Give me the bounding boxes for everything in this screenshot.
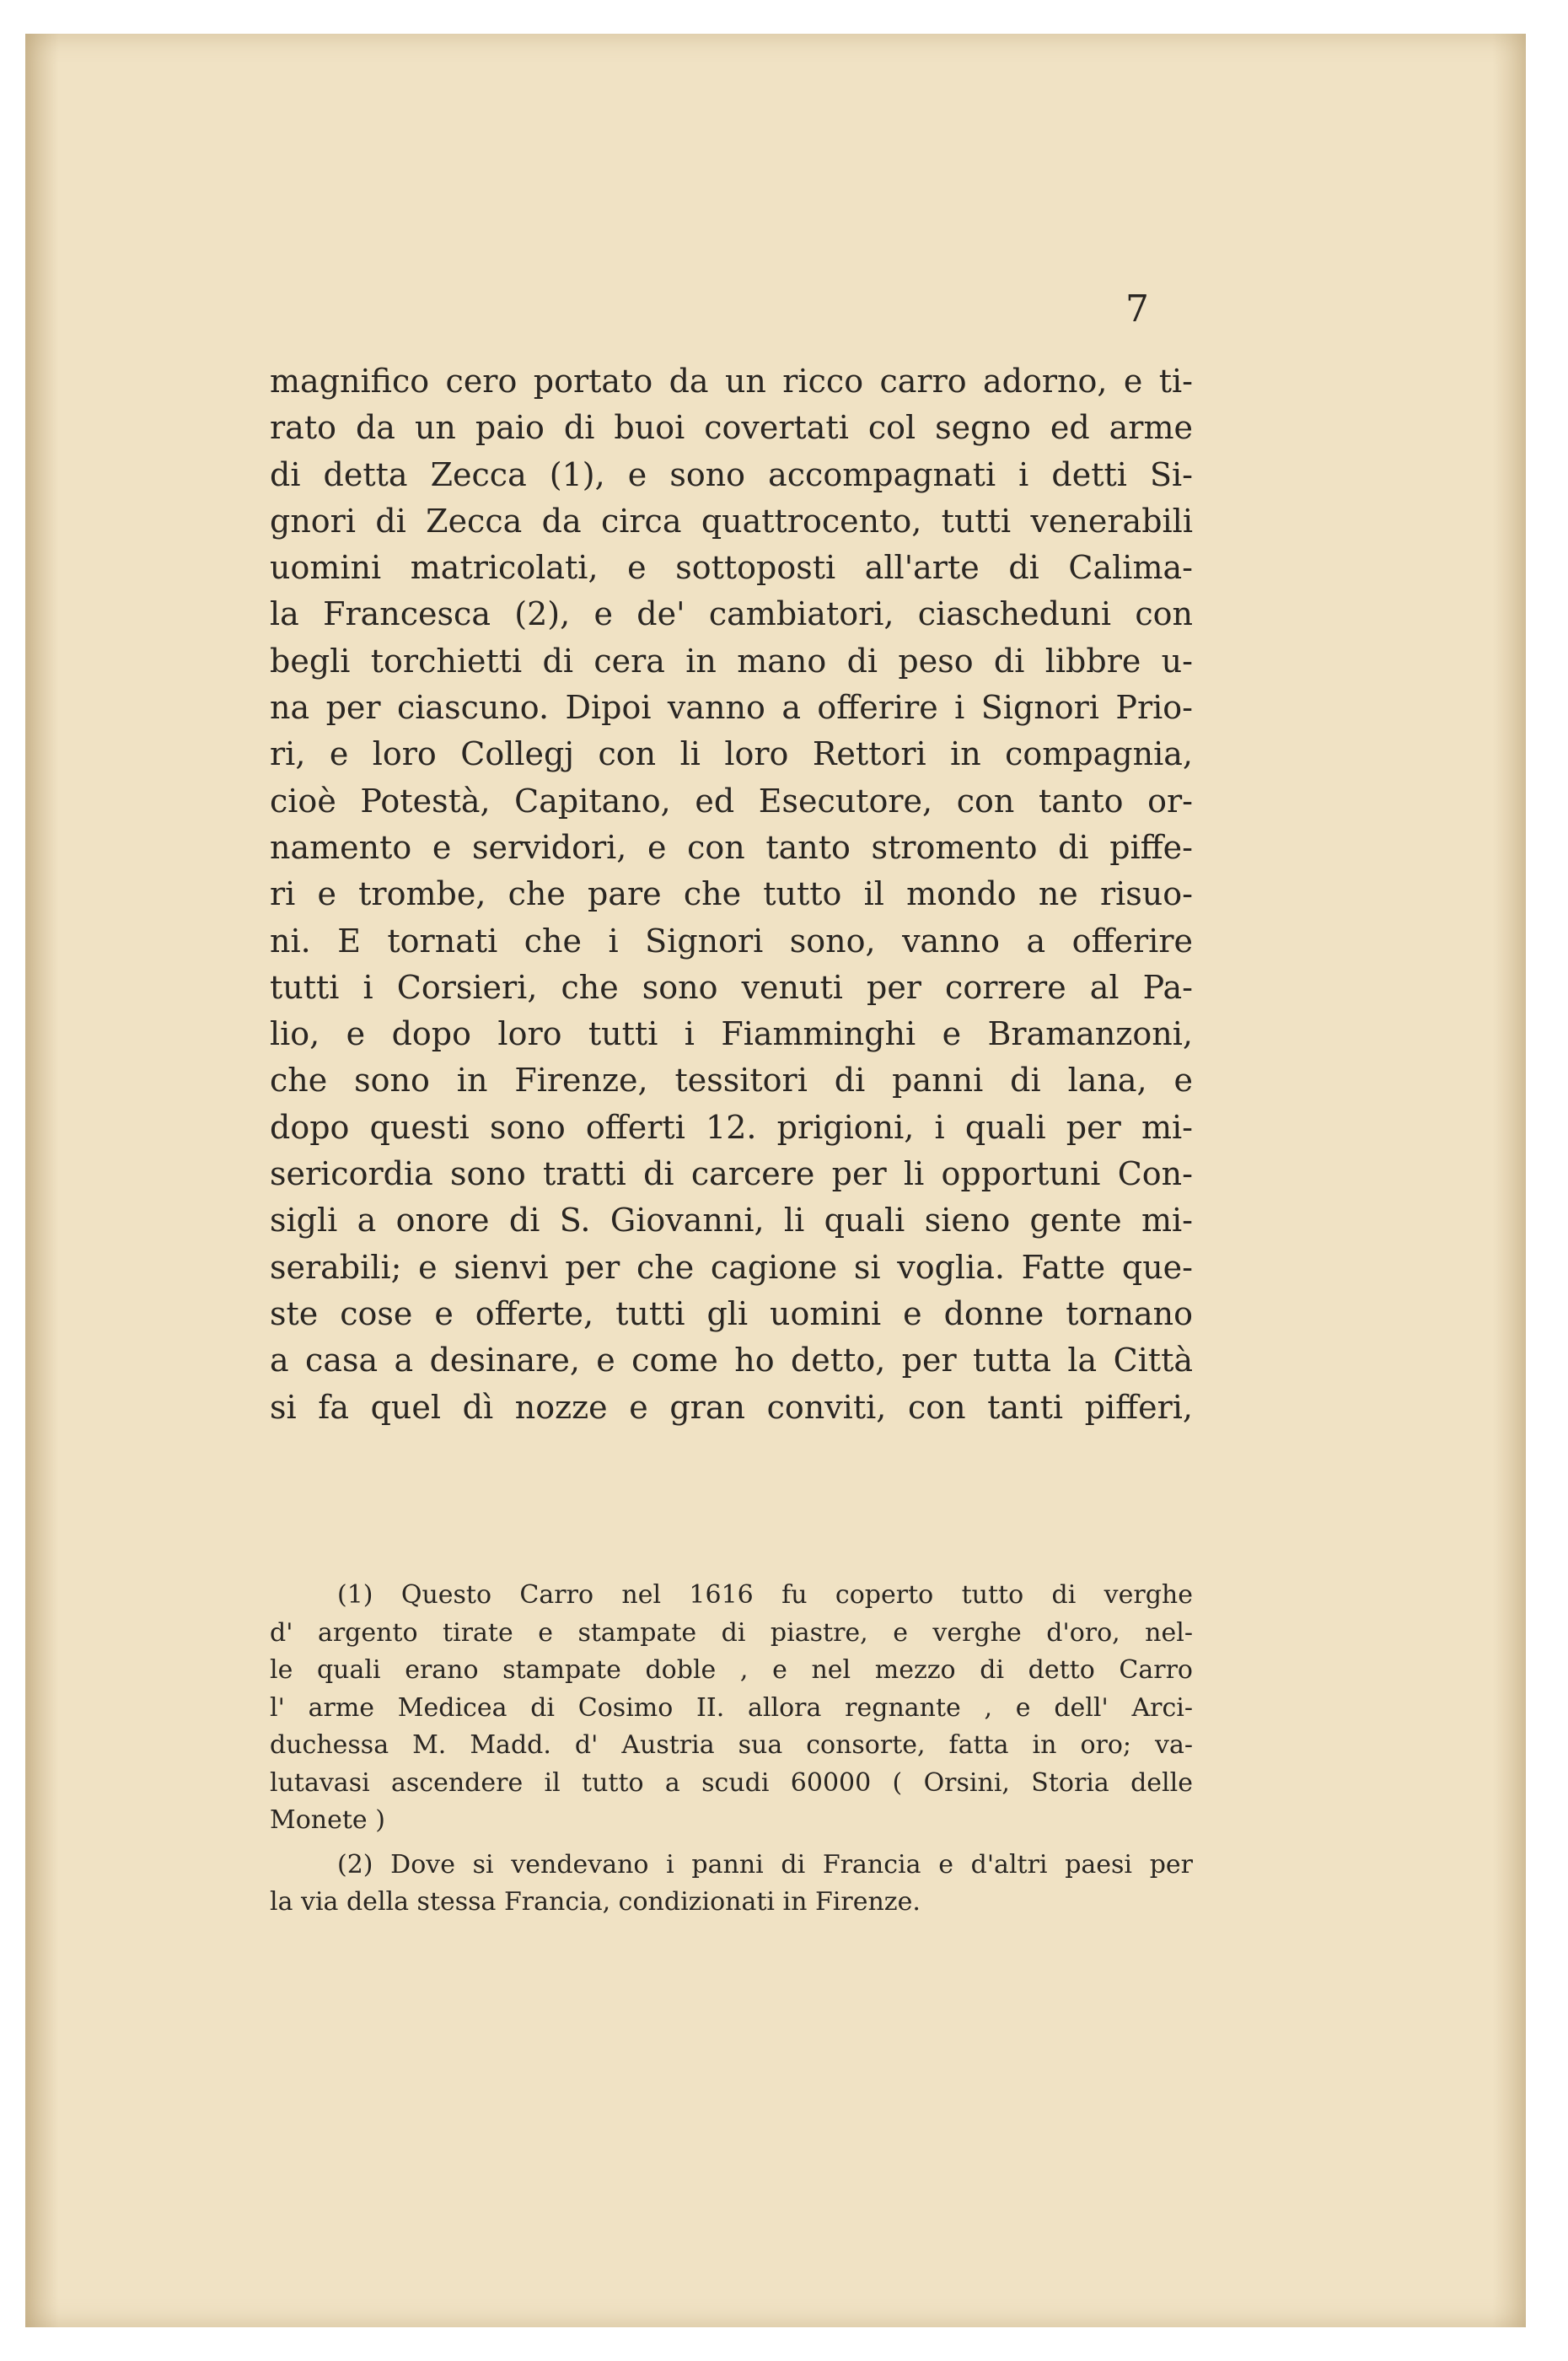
book-page	[25, 34, 1526, 2327]
body-line: lio, e dopo loro tutti i Fiamminghi e Bramanzoni,	[270, 1015, 1193, 1053]
footnote-line: (2) Dove si vendevano i panni di Francia e d'altri paesi per	[337, 1849, 1193, 1880]
body-line: ni. E tornati che i Signori sono, vanno a offerire	[270, 922, 1193, 960]
body-line: uomini matricolati, e sottoposti all'arte di Calima-	[270, 549, 1193, 587]
footnote-line: d' argento tirate e stampate di piastre, e verghe d'oro, nel-	[270, 1617, 1193, 1648]
footnote-line: le quali erano stampate doble , e nel mezzo di detto Carro	[270, 1655, 1193, 1685]
footnotes	[270, 1577, 1193, 1922]
footnote-1	[270, 1577, 1193, 1840]
page-edge-shadow-right	[1492, 34, 1526, 2327]
body-line: dopo questi sono offerti 12. prigioni, i quali per mi-	[270, 1108, 1193, 1146]
footnote-line: (1) Questo Carro nel 1616 fu coperto tutto di verghe	[337, 1580, 1193, 1610]
body-line: begli torchietti di cera in mano di peso di libbre u-	[270, 642, 1193, 680]
body-line: che sono in Firenze, tessitori di panni di lana, e	[270, 1062, 1193, 1100]
body-line: ri e trombe, che pare che tutto il mondo ne risuo-	[270, 875, 1193, 913]
page-edge-shadow-left	[25, 34, 59, 2327]
footnote-2	[270, 1847, 1193, 1922]
footnote-line: lutavasi ascendere il tutto a scudi 60000 ( Orsini, Storia delle	[270, 1767, 1193, 1798]
body-line: ste cose e offerte, tutti gli uomini e donne tornano	[270, 1294, 1193, 1332]
body-line: a casa a desinare, e come ho detto, per tutta la Città	[270, 1342, 1193, 1379]
body-line: cioè Potestà, Capitano, ed Esecutore, con tanto or-	[270, 782, 1193, 820]
footnote-line: duchessa M. Madd. d' Austria sua consorte, fatta in oro; va-	[270, 1730, 1193, 1760]
body-line: si fa quel dì nozze e gran conviti, con tanti pifferi,	[270, 1388, 1193, 1426]
body-line: serabili; e sienvi per che cagione si voglia. Fatte que-	[270, 1248, 1193, 1286]
body-line: namento e servidori, e con tanto stromento di piffe-	[270, 828, 1193, 866]
body-text	[270, 358, 1193, 1431]
body-line: di detta Zecca (1), e sono accompagnati i detti Si-	[270, 455, 1193, 493]
body-line: la Francesca (2), e de' cambiatori, ciascheduni con	[270, 595, 1193, 633]
body-line: sericordia sono tratti di carcere per li opportuni Con-	[270, 1155, 1193, 1193]
footnote-line: Monete )	[270, 1805, 385, 1835]
body-line: sigli a onore di S. Giovanni, li quali sieno gente mi-	[270, 1202, 1193, 1240]
body-line: magnifico cero portato da un ricco carro adorno, e ti-	[270, 363, 1193, 400]
footnote-line: la via della stessa Francia, condizionati in Firenze.	[270, 1887, 921, 1917]
page-number: 7	[1125, 288, 1149, 331]
body-line: tutti i Corsieri, che sono venuti per correre al Pa-	[270, 968, 1193, 1006]
footnote-line: l' arme Medicea di Cosimo II. allora regnante , e dell' Arci-	[270, 1692, 1193, 1723]
body-line: ri, e loro Collegj con li loro Rettori in compagnia,	[270, 735, 1193, 773]
body-line: gnori di Zecca da circa quattrocento, tutti venerabili	[270, 502, 1193, 540]
body-line: rato da un paio di buoi covertati col segno ed arme	[270, 409, 1193, 447]
body-line: na per ciascuno. Dipoi vanno a offerire i Signori Prio-	[270, 689, 1193, 727]
